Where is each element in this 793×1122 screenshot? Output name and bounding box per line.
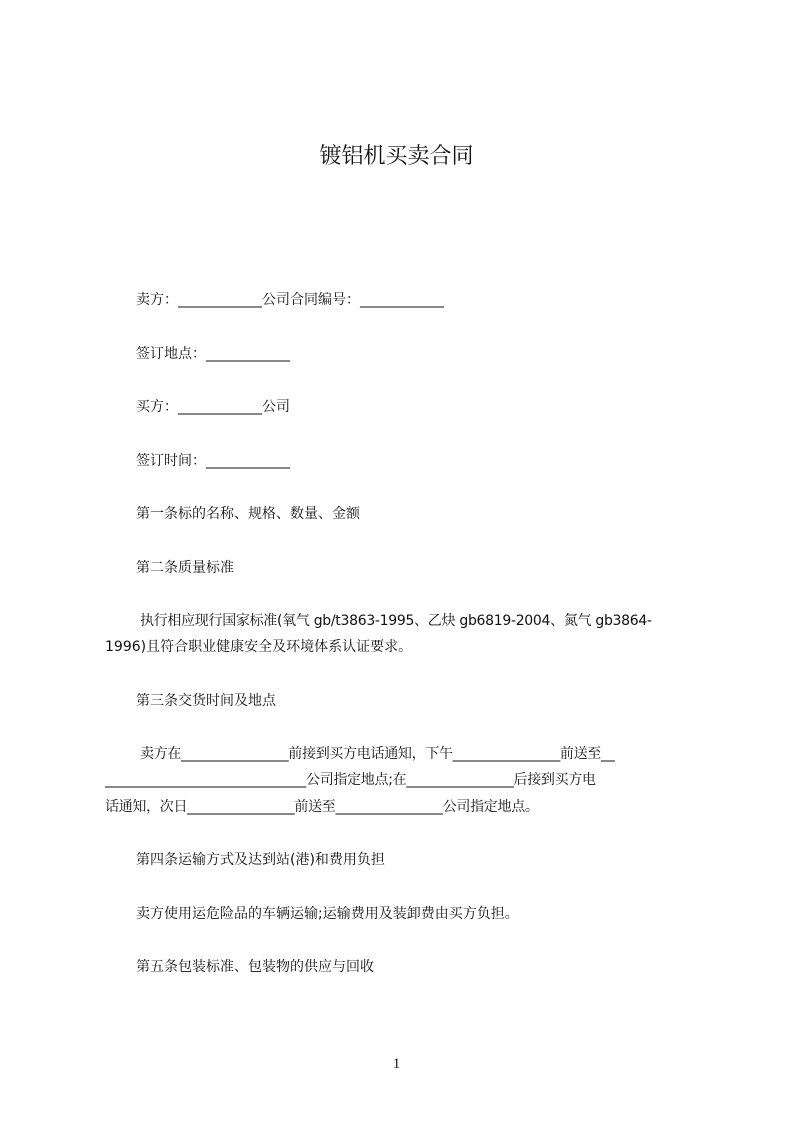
article-3-heading: 第三条交货时间及地点 [136, 693, 276, 709]
article-3-text-line1: 卖方在________________前接到买方电话通知，下午________________前送至__ [140, 746, 615, 762]
buyer-line: 买方：____________公司 [136, 399, 290, 415]
article-2-text-line2: 1996)且符合职业健康安全及环境体系认证要求。 [105, 639, 413, 655]
article-4-text: 卖方使用运危险品的车辆运输;运输费用及装卸费由买方负担。 [136, 906, 519, 922]
seller-line: 卖方：____________公司合同编号：____________ [136, 292, 444, 308]
article-1-heading: 第一条标的名称、规格、数量、金额 [136, 506, 360, 522]
sign-time-line: 签订时间：____________ [136, 453, 290, 469]
article-5-heading: 第五条包装标准、包装物的供应与回收 [136, 959, 374, 975]
article-4-heading: 第四条运输方式及达到站(港)和费用负担 [136, 852, 385, 868]
document-title: 镀铝机买卖合同 [319, 144, 474, 169]
page-number: 1 [392, 1056, 401, 1072]
article-2-heading: 第二条质量标准 [136, 560, 234, 576]
sign-place-line: 签订地点：____________ [136, 346, 290, 362]
article-3-text-line2: ______________________________公司指定地点;在________________后接到买方电 [105, 772, 596, 788]
article-3-text-line3: 话通知，次日________________前送至________________公司指定地点。 [105, 799, 539, 815]
article-2-text-line1: 执行相应现行国家标准(氧气 gb/t3863-1995、乙炔 gb6819-2004、氮气 gb3864- [140, 613, 652, 629]
